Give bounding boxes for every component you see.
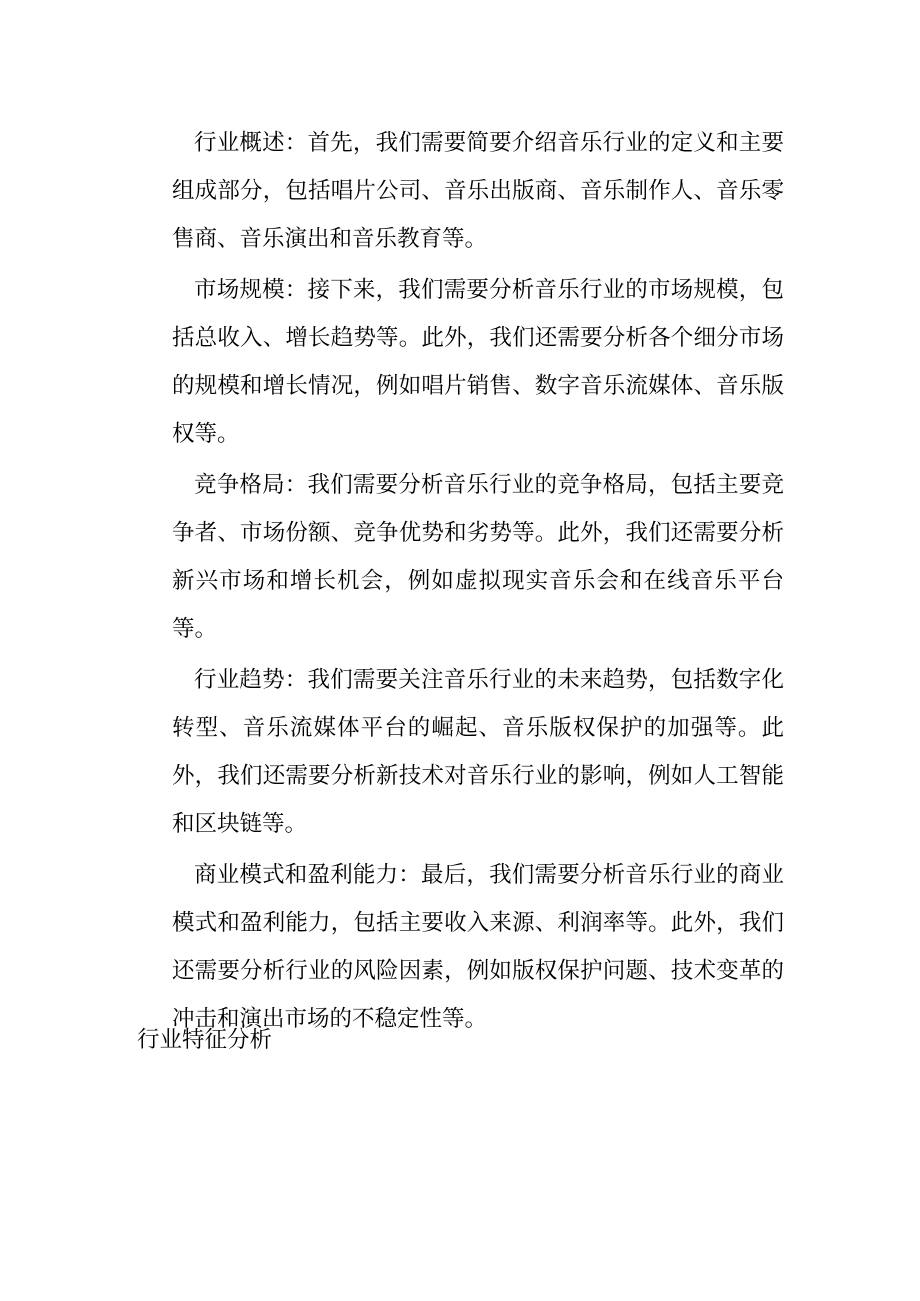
body-text xyxy=(172,119,784,1046)
paragraph-industry-trends: 行业趋势：我们需要关注音乐行业的未来趋势，包括数字化转型、音乐流媒体平台的崛起、音乐版权保护的加强等。此外，我们还需要分析新技术对音乐行业的影响，例如人工智能和区块链等。 xyxy=(172,667,784,837)
paragraph-competitive-landscape: 竞争格局：我们需要分析音乐行业的竞争格局，包括主要竞争者、市场份额、竞争优势和劣势等。此外，我们还需要分析新兴市场和增长机会，例如虚拟现实音乐会和在线音乐平台等。 xyxy=(172,472,784,642)
paragraph-market-size: 市场规模：接下来，我们需要分析音乐行业的市场规模，包括总收入、增长趋势等。此外，我们还需要分析各个细分市场的规模和增长情况，例如唱片销售、数字音乐流媒体、音乐版权等。 xyxy=(172,277,784,447)
paragraph-industry-overview: 行业概述：首先，我们需要简要介绍音乐行业的定义和主要组成部分，包括唱片公司、音乐出版商、音乐制作人、音乐零售商、音乐演出和音乐教育等。 xyxy=(172,130,784,252)
section-heading: 行业特征分析 xyxy=(137,1027,273,1053)
paragraph-business-model: 商业模式和盈利能力：最后，我们需要分析音乐行业的商业模式和盈利能力，包括主要收入来源、利润率等。此外，我们还需要分析行业的风险因素，例如版权保护问题、技术变革的冲击和演出市场的不稳定性等。 xyxy=(172,862,784,1032)
